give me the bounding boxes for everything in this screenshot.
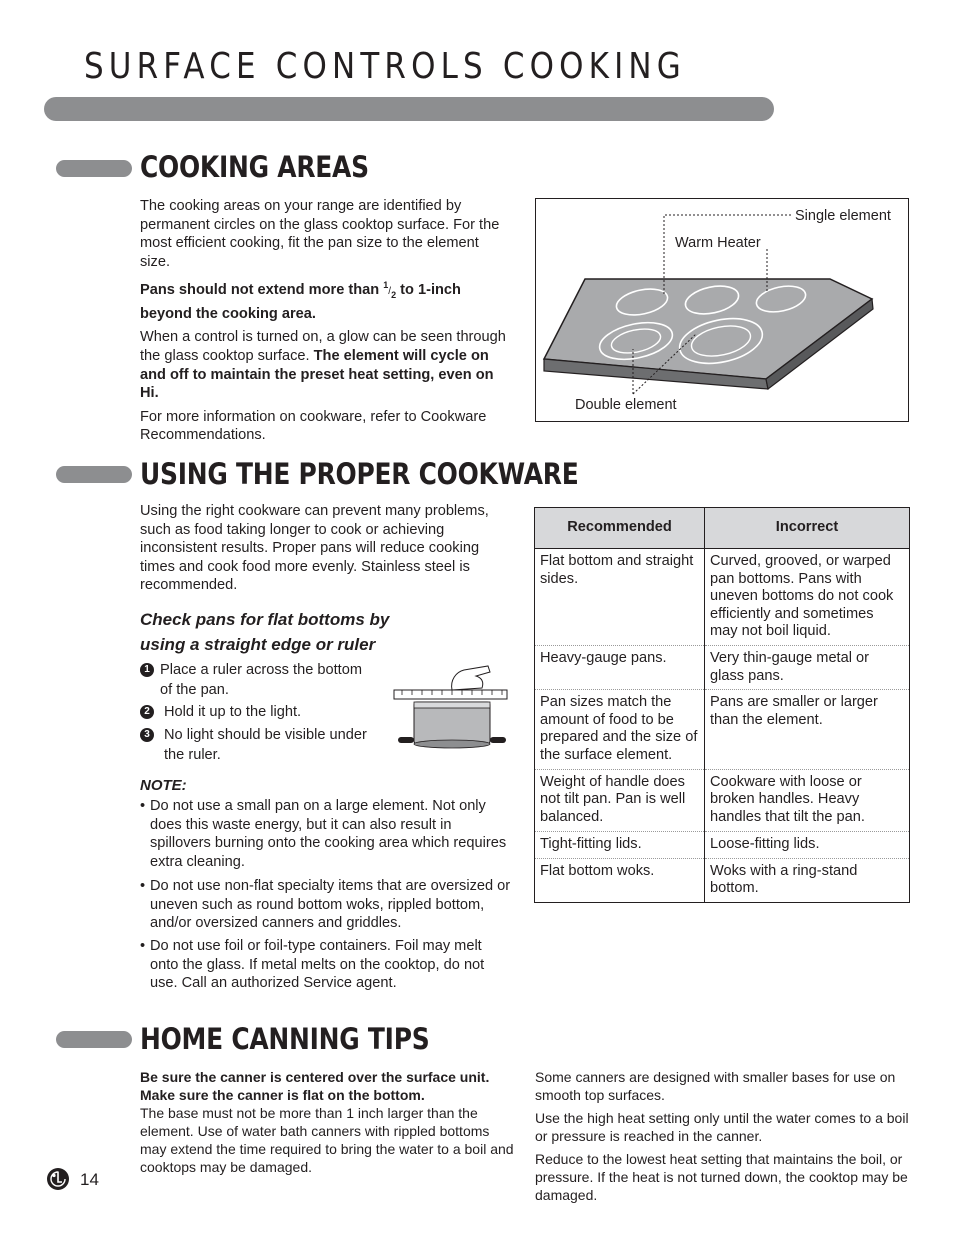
step-1-line2: of the pan. [160,681,229,698]
note-item: • Do not use non-flat specialty items that are oversized or uneven such as round bottom woks, rippled bottom, and/or oversized canners and griddles. [140,878,511,932]
note-title: NOTE: [140,777,187,794]
note-text: Do not use foil or foil-type containers. Foil may melt onto the glass. If metal melts on the cooktop, do not use. Call an authorized Service agent. [150,938,485,992]
step-3-line2: the ruler. [164,746,221,763]
table-row [535,858,910,902]
note-text: Do not use a small pan on a large element. Not only does this waste energy, but it can also result in spillovers burning onto the cooking area which requires extra cleaning. [150,798,507,870]
cell-incorrect: Woks with a ring-stand bottom. [705,858,910,902]
frac-num: 1 [383,280,389,291]
step-3 [140,726,390,765]
cooking-areas-para1: The cooking areas on your range are identified by permanent circles on the glass cooktop surface. For the most efficient cooking, fit the pan size to the element size. [140,198,500,270]
table-row [535,690,910,769]
canning-right-para3: Reduce to the lowest heat setting that maintains the boil, or pressure. If the heat is not turned down, the cooktop may be damaged. [535,1151,908,1203]
cell-incorrect: Very thin-gauge metal or glass pans. [705,645,910,689]
col-incorrect: Incorrect [705,508,910,549]
table-row [535,769,910,831]
cooking-areas-text [140,197,512,450]
step-3-line1: No light should be visible under [164,727,367,743]
cookware-table [534,507,910,903]
label-single-element: Single element [795,208,891,224]
table-row [535,645,910,689]
cell-recommended: Flat bottom woks. [535,858,705,902]
title-bar [44,97,774,121]
note-text: Do not use non-flat specialty items that are oversized or uneven such as round bottom woks, rippled bottom, and/or oversized canners and griddles. [150,878,511,932]
check-pans-heading [140,607,389,657]
section-marker [56,466,132,483]
section-marker [56,1031,132,1048]
cooktop-diagram [535,198,909,422]
cooking-areas-para3 [140,328,512,402]
check-head-line2: using a straight edge or ruler [140,635,376,654]
note-item: • Do not use a small pan on a large element. Not only does this waste energy, but it can also result in spillovers burning onto the cooking area which requires extra cleaning. [140,797,512,871]
cell-incorrect: Curved, grooved, or warped pan bottoms. Pans with uneven bottoms do not cook efficiently and sometimes may not boil liquid. [705,549,910,646]
canning-right-para1: Some canners are designed with smaller bases for use on smooth top surfaces. [535,1069,896,1103]
canning-right-text [535,1068,911,1204]
para2-post: to 1-inch beyond the cooking area. [140,282,461,322]
cell-recommended: Pan sizes match the amount of food to be prepared and the size of the surface element. [535,690,705,769]
page-number: 14 [80,1170,99,1189]
para2-pre: Pans should not extend more than [140,282,384,299]
cell-recommended: Weight of handle does not tilt pan. Pan is well balanced. [535,769,705,831]
section-marker [56,160,132,177]
cell-incorrect: Loose-fitting lids. [705,831,910,858]
step-2-line1: Hold it up to the light. [164,704,302,720]
canning-left-text [140,1068,516,1176]
canning-bold-line: Be sure the canner is centered over the surface unit. Make sure the canner is flat on the bottom. [140,1069,490,1103]
para3-bold: The element will cycle on and off to maintain the preset heat setting, even on Hi. [140,347,494,402]
canning-right-para2: Use the high heat setting only until the water comes to a boil or pressure is reached in the canner. [535,1110,909,1144]
frac-den: 2 [391,290,397,301]
step-number: 2 [140,705,154,719]
step-number: 1 [140,663,154,677]
canning-heading: HOME CANNING TIPS [140,1022,430,1056]
note-item: • Do not use foil or foil-type containers. Foil may melt onto the glass. If metal melts on the cooktop, do not use. Call an authorized Service agent. [140,937,512,993]
table-row [535,831,910,858]
step-2 [140,703,390,723]
label-double-element: Double element [575,397,677,413]
cooking-areas-para2: Pans should not extend more than $^1/_2$ to 1-inch beyond the cooking area. [140,280,461,322]
cell-recommended: Tight-fitting lids. [535,831,705,858]
table-header-row [535,508,910,549]
cookware-intro: Using the right cookware can prevent many problems, such as food taking longer to cook or achieving inconsistent results. Proper pans will reduce cooking times and cook food more evenly. Stainless steel is recommended. [140,503,489,594]
table-row [535,549,910,646]
canning-para1: The base must not be more than 1 inch larger than the element. Use of water bath canners with rippled bottoms may extend the time required to bring the water to a boil and cooktops may be damaged. [140,1105,514,1175]
col-recommended: Recommended [535,508,705,549]
cooktop-illustration [536,199,908,421]
step-1 [140,661,390,700]
cell-recommended: Flat bottom and straight sides. [535,549,705,646]
cell-incorrect: Pans are smaller or larger than the element. [705,690,910,769]
label-warm-heater: Warm Heater [675,235,761,251]
cooking-areas-heading: COOKING AREAS [140,150,369,184]
step-number: 3 [140,728,154,742]
step-1-line1: Place a ruler across the bottom [160,662,362,678]
cookware-heading: USING THE PROPER COOKWARE [140,457,579,491]
page-title: SURFACE CONTROLS COOKING [84,46,686,87]
cooking-areas-para4: For more information on cookware, refer to Cookware Recommendations. [140,408,487,444]
lg-logo-icon [46,1167,70,1191]
check-head-line1: Check pans for flat bottoms by [140,610,390,629]
cell-incorrect: Cookware with loose or broken handles. Heavy handles that tilt the pan. [705,769,910,831]
para3-plain: When a control is turned on, a glow can be seen through the glass cooktop surface. [140,329,506,364]
pan-ruler-illustration [392,664,512,759]
cell-recommended: Heavy-gauge pans. [535,645,705,689]
